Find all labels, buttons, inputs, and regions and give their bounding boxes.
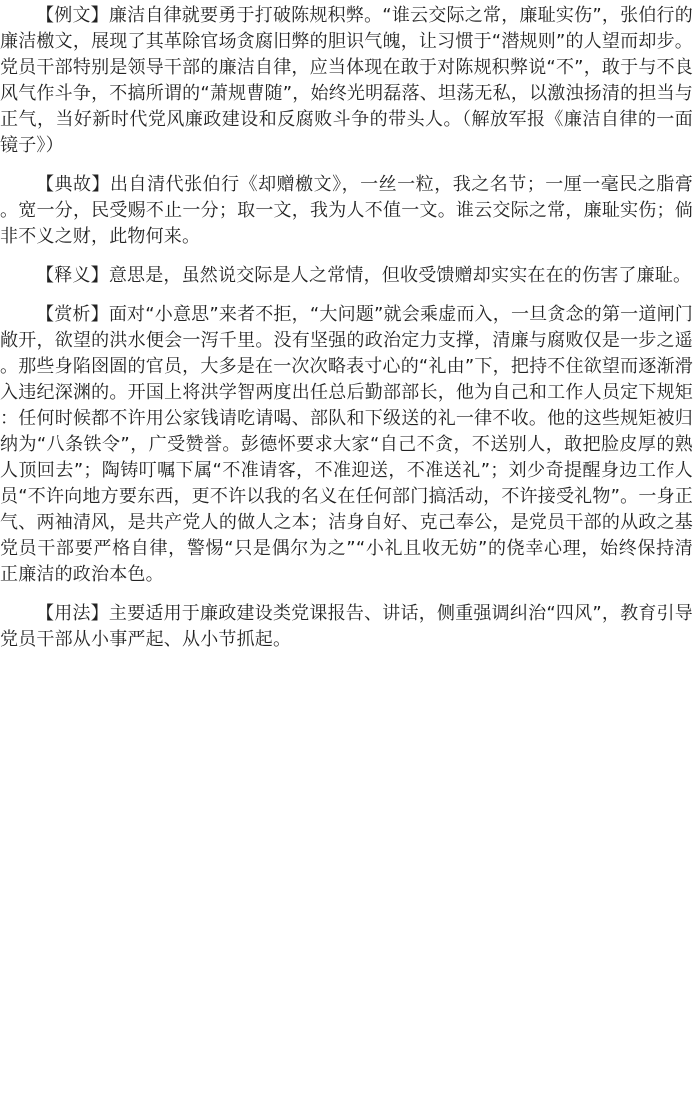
paragraph-meaning (0, 263, 693, 289)
paragraph-appreciation (0, 302, 693, 588)
section-tag-meaning: 【释义】 (36, 265, 109, 286)
paragraph-usage (0, 601, 693, 653)
paragraph-text: 面对“小意思”来者不拒，“大问题”就会乘虚而入，一旦贪念的第一道闸门敞开，欲望的洪水便会一泻千里。没有坚强的政治定力支撑，清廉与腐败仅是一步之遥。那些身陷囹圄的官员，大多是在一次次略表寸心的“礼由”下，把持不住欲望而逐渐滑入违纪深渊的。开国上将洪学智两度出任总后勤部部长，他为自己和工作人员定下规矩：任何时候都不许用公家钱请吃请喝、部队和下级送的礼一律不收。他的这些规矩被归纳为“八条铁令”，广受赞誉。彭德怀要求大家“自己不贪，不送别人，敢把脸皮厚的熟人顶回去”；陶铸叮嘱下属“不准请客，不准迎送，不准送礼”；刘少奇提醒身边工作人员“不许向地方要东西，更不许以我的名义在任何部门搞活动，不许接受礼物”。一身正气、两袖清风，是共产党人的做人之本；洁身自好、克己奉公，是党员干部的从政之基党员干部要严格自律，警惕“只是偶尔为之”“小礼且收无妨”的侥幸心理，始终保持清正廉洁的政治本色。 (0, 304, 693, 585)
section-tag-example: 【例文】 (36, 5, 109, 26)
section-tag-appreciation: 【赏析】 (36, 304, 109, 325)
paragraph-text: 主要适用于廉政建设类党课报告、讲话，侧重强调纠治“四风”，教育引导党员干部从小事严起、从小节抓起。 (0, 603, 693, 650)
paragraph-text: 廉洁自律就要勇于打破陈规积弊。“谁云交际之常，廉耻实伤”，张伯行的廉洁檄文，展现了其革除官场贪腐旧弊的胆识气魄，让习惯于“潜规则”的人望而却步。党员干部特别是领导干部的廉洁自律，应当体现在敢于对陈规积弊说“不”，敢于与不良风气作斗争，不搞所谓的“萧规曹随”，始终光明磊落、坦荡无私，以激浊扬清的担当与正气，当好新时代党风廉政建设和反腐败斗争的带头人。（解放军报《廉洁自律的一面镜子》） (0, 5, 693, 156)
section-tag-usage: 【用法】 (36, 603, 109, 624)
paragraph-text: 意思是，虽然说交际是人之常情，但收受馈赠却实实在在的伤害了廉耻。 (108, 265, 692, 286)
paragraph-example (0, 0, 693, 159)
section-tag-allusion: 【典故】 (36, 174, 111, 195)
paragraph-text: 出自清代张伯行《却赠檄文》，一丝一粒，我之名节；一厘一毫民之脂膏。宽一分，民受赐不止一分；取一文，我为人不值一文。谁云交际之常，廉耻实伤；倘非不义之财，此物何来。 (0, 174, 693, 247)
paragraph-allusion (0, 172, 693, 250)
